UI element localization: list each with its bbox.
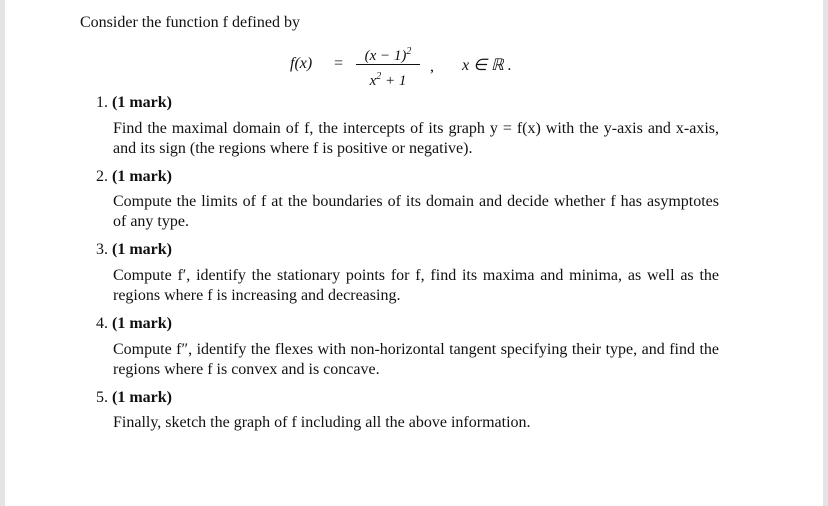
formula-comma: ,: [430, 58, 434, 75]
list-item-text: Find the maximal domain of f, the intercepts of its graph y = f(x) with the y-axis and x-axis, and its sign (the regions where f is positive or negative).: [113, 120, 719, 157]
list-item-header: [96, 168, 172, 186]
denominator-exponent: 2: [376, 71, 382, 82]
item-number: 1.: [96, 94, 108, 111]
item-number: 3.: [96, 241, 108, 258]
item-number: 2.: [96, 168, 108, 185]
list-item-text: Compute f′, identify the stationary points for f, find its maxima and minima, as well as the regions where f is increasing and decreasing.: [113, 267, 719, 304]
formula-fraction: [356, 42, 420, 87]
list-item-header: [96, 315, 172, 333]
item-mark: (1 mark): [112, 94, 172, 111]
item-number: 4.: [96, 315, 108, 332]
denominator-rest: + 1: [381, 73, 407, 89]
formula-equals: =: [334, 55, 344, 72]
item-mark: (1 mark): [112, 168, 172, 185]
formula-lhs: f(x): [290, 55, 313, 72]
list-item-text: Compute f″, identify the flexes with non-horizontal tangent specifying their type, and find the regions where f is convex and is concave.: [113, 341, 719, 378]
formula-numerator: [356, 42, 420, 62]
list-item-text: Finally, sketch the graph of f including all the above information.: [113, 414, 531, 431]
item-mark: (1 mark): [112, 315, 172, 332]
intro-text: Consider the function f defined by: [80, 14, 300, 31]
formula-denominator: [356, 67, 420, 87]
item-mark: (1 mark): [112, 389, 172, 406]
list-item-text: Compute the limits of f at the boundaries of its domain and decide whether f has asymptotes of any type.: [113, 193, 719, 230]
document-page: [5, 0, 823, 506]
item-mark: (1 mark): [112, 241, 172, 258]
item-number: 5.: [96, 389, 108, 406]
list-item-header: [96, 94, 172, 112]
formula-domain: x ∈ ℝ .: [462, 57, 512, 74]
list-item-header: [96, 389, 172, 407]
denominator-base: x: [369, 73, 377, 89]
numerator-base: (x − 1): [364, 48, 407, 64]
numerator-exponent: 2: [406, 46, 412, 57]
list-item-header: [96, 241, 172, 259]
fraction-bar: [356, 64, 420, 65]
